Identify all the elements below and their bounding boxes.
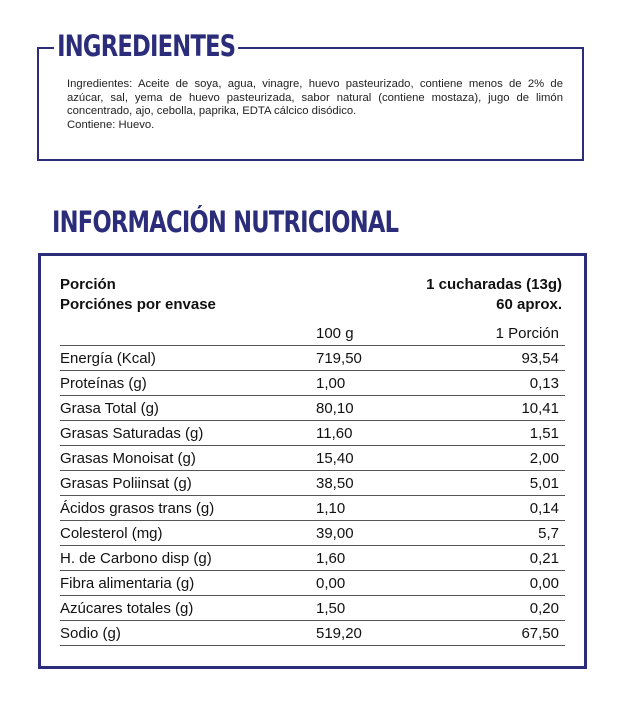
- nutrition-heading: INFORMACIÓN NUTRICIONAL: [52, 205, 399, 239]
- table-row: [60, 521, 565, 546]
- table-row: [60, 621, 565, 646]
- nutrition-facts-box: [38, 253, 587, 669]
- nutrient-name: Grasas Saturadas (g): [60, 421, 316, 446]
- nutrient-per-portion: 0,20: [443, 596, 565, 621]
- nutrient-per-100g: 1,50: [316, 596, 443, 621]
- header-empty-cell: [60, 321, 316, 346]
- serving-size-value: 1 cucharadas (13g): [426, 276, 562, 293]
- nutrient-name: Energía (Kcal): [60, 346, 316, 371]
- nutrient-name: Ácidos grasos trans (g): [60, 496, 316, 521]
- nutrition-table: [60, 321, 565, 646]
- nutrition-table-header: [60, 321, 565, 346]
- nutrient-name: Proteínas (g): [60, 371, 316, 396]
- nutrient-name: Azúcares totales (g): [60, 596, 316, 621]
- nutrient-name: Fibra alimentaria (g): [60, 571, 316, 596]
- nutrient-per-portion: 10,41: [443, 396, 565, 421]
- nutrient-per-portion: 0,00: [443, 571, 565, 596]
- ingredients-text-block: [67, 78, 563, 132]
- column-header-portion: 1 Porción: [443, 321, 565, 346]
- nutrient-per-portion: 5,7: [443, 521, 565, 546]
- nutrient-per-100g: 1,60: [316, 546, 443, 571]
- nutrient-per-100g: 1,00: [316, 371, 443, 396]
- table-row: [60, 496, 565, 521]
- nutrient-per-100g: 0,00: [316, 571, 443, 596]
- table-row: [60, 571, 565, 596]
- serving-size-label: Porción: [60, 276, 116, 293]
- table-row: [60, 596, 565, 621]
- ingredients-list: Ingredientes: Aceite de soya, agua, vinagre, huevo pasteurizado, contiene menos de 2% de azúcar, sal, yema de huevo pasteurizada, sabor natural (contiene mostaza), jugo de limón concentrado, ajo, cebolla, paprika, EDTA cálcico disódico.: [67, 78, 563, 118]
- nutrient-per-100g: 39,00: [316, 521, 443, 546]
- table-row: [60, 421, 565, 446]
- servings-per-container-value: 60 aprox.: [496, 296, 562, 313]
- table-row: [60, 546, 565, 571]
- nutrient-per-100g: 719,50: [316, 346, 443, 371]
- nutrient-per-100g: 80,10: [316, 396, 443, 421]
- nutrient-per-100g: 11,60: [316, 421, 443, 446]
- table-row: [60, 446, 565, 471]
- nutrient-name: Grasas Monoisat (g): [60, 446, 316, 471]
- nutrient-per-100g: 519,20: [316, 621, 443, 646]
- table-row: [60, 371, 565, 396]
- nutrient-per-portion: 0,21: [443, 546, 565, 571]
- column-header-100g: 100 g: [316, 321, 443, 346]
- ingredients-box: [37, 47, 584, 161]
- allergen-contains: Contiene: Huevo.: [67, 118, 155, 131]
- nutrient-per-portion: 1,51: [443, 421, 565, 446]
- nutrient-per-portion: 93,54: [443, 346, 565, 371]
- nutrient-name: Sodio (g): [60, 621, 316, 646]
- nutrient-per-100g: 15,40: [316, 446, 443, 471]
- ingredients-heading: INGREDIENTES: [54, 32, 238, 61]
- table-row: [60, 346, 565, 371]
- nutrient-per-portion: 0,14: [443, 496, 565, 521]
- nutrient-name: H. de Carbono disp (g): [60, 546, 316, 571]
- nutrient-name: Grasa Total (g): [60, 396, 316, 421]
- nutrient-per-portion: 5,01: [443, 471, 565, 496]
- nutrient-name: Colesterol (mg): [60, 521, 316, 546]
- nutrient-per-100g: 38,50: [316, 471, 443, 496]
- nutrient-per-portion: 0,13: [443, 371, 565, 396]
- nutrient-per-100g: 1,10: [316, 496, 443, 521]
- table-row: [60, 471, 565, 496]
- servings-per-container-label: Porciónes por envase: [60, 296, 216, 313]
- nutrient-name: Grasas Poliinsat (g): [60, 471, 316, 496]
- nutrient-per-portion: 67,50: [443, 621, 565, 646]
- table-row: [60, 396, 565, 421]
- nutrient-per-portion: 2,00: [443, 446, 565, 471]
